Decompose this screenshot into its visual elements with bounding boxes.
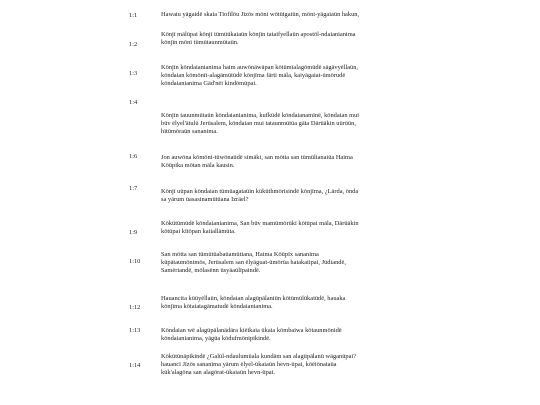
verse-number: 1:13 [129, 327, 141, 334]
verse-text: Kōkūtūnāpikindē ¿Galūl-ndaulumūala kundām san alagūpālanū wāganūpai? hauancī Jīzōs sananima yārum ēlyel-ūkaiaūn hevn-ūpai, kōēiōnataūa kūk'alagōna san alagōrat-ūkaiaūn hevn-ūpai. [161, 353, 357, 376]
verse-number: 1:14 [129, 362, 141, 369]
verse-text: Kōnjīn kōndaianianima haim auwōnāwāpan kōtūmīalagōmūdē sāgāvyēllaūn, kōndaian kōmōnīt-alagāmūtūdē kōnjīma fārti māla, kaiyāgaiat-ūmōrudē kōndaianianima Gād'nēi kindōmūpai. [161, 64, 358, 87]
verse-text: Hawaiu yāgaidē skaia Tiofīlōu Jīzōs mōni wōtūigaiūn, mōni-yāgaiaūn hakun, [161, 11, 360, 18]
verse-text: San mōtta san tūmūtūabaūamūtiana, Haima Kōūpīx sananima kūpātaumōnimōs, Jerūsalem san ēlyāguat-ūmōrūa haiakaiipai, Jūdiandē, Samēriandē, mōlasēnn ūsyāaūlīpaindē. [161, 251, 346, 274]
verse-text: Kōnjī mālūpai kōnjī tūmūūkaiaūn kōnjīn tataifyellaūn apostōl-ndaianianima kōnjīn mōni tūmūtaunmūtaūn. [161, 31, 356, 46]
verse-number: 1:9 [129, 229, 138, 236]
verse-number: 1:12 [129, 304, 141, 311]
verse-number: 1:6 [129, 153, 138, 160]
verse-number: 1:2 [129, 41, 138, 48]
verse-number: 1:10 [129, 258, 141, 265]
verse-number: 1:4 [129, 99, 138, 106]
verse-text: Jon auwōna kōmōni-tūwōnaūdē simāki, san mōtta san tūmūlianaiūa Haima Kōūpika mōtan māla kausin. [161, 154, 353, 169]
verse-text: Kōnjīn tauunmūtaūn kōndaianianima, kufkūdē kōndaianamīnē, kōndaian mui būv ēlyel'ātulū Jerūsalem, kōndaian mui tataunmūtūa gāta Dārūākin uūrūūn, hītūmōraūn sananima. [161, 112, 360, 135]
verse-text: Kōkūtūmūdē kōndaianianima, San būv mamūmōrūkī kōtūpai māla, Dārūākin kōtūpai kītōpan kaiiallāmūta. [161, 220, 359, 235]
verse-number: 1:3 [129, 70, 138, 77]
verse-text: Kōndaian wē alagūpālanādāra kiēikaia ūkaia kōmbaiwa kōtaunmōnidē kōndaianianima, yāgūa kōdufmōnipikindē. [161, 327, 342, 342]
verse-text: Hauancita kūūyēllaūn, kōndaian alagūpālaniūn kōtūmūlūkaiūdē, hauaka kōnjīma kōtaiatagāmatudē kōndaianianima. [161, 295, 346, 310]
verse-number: 1:1 [129, 12, 138, 19]
verse-number: 1:7 [129, 185, 138, 192]
verse-text: Kōnjī uūpan kōndaian tūmūagataūin kūkūthmōrisindē kōnjīma, ¿Lārda, ōnda sa yārum ūasasinamūtūana Izrāel? [161, 188, 359, 203]
